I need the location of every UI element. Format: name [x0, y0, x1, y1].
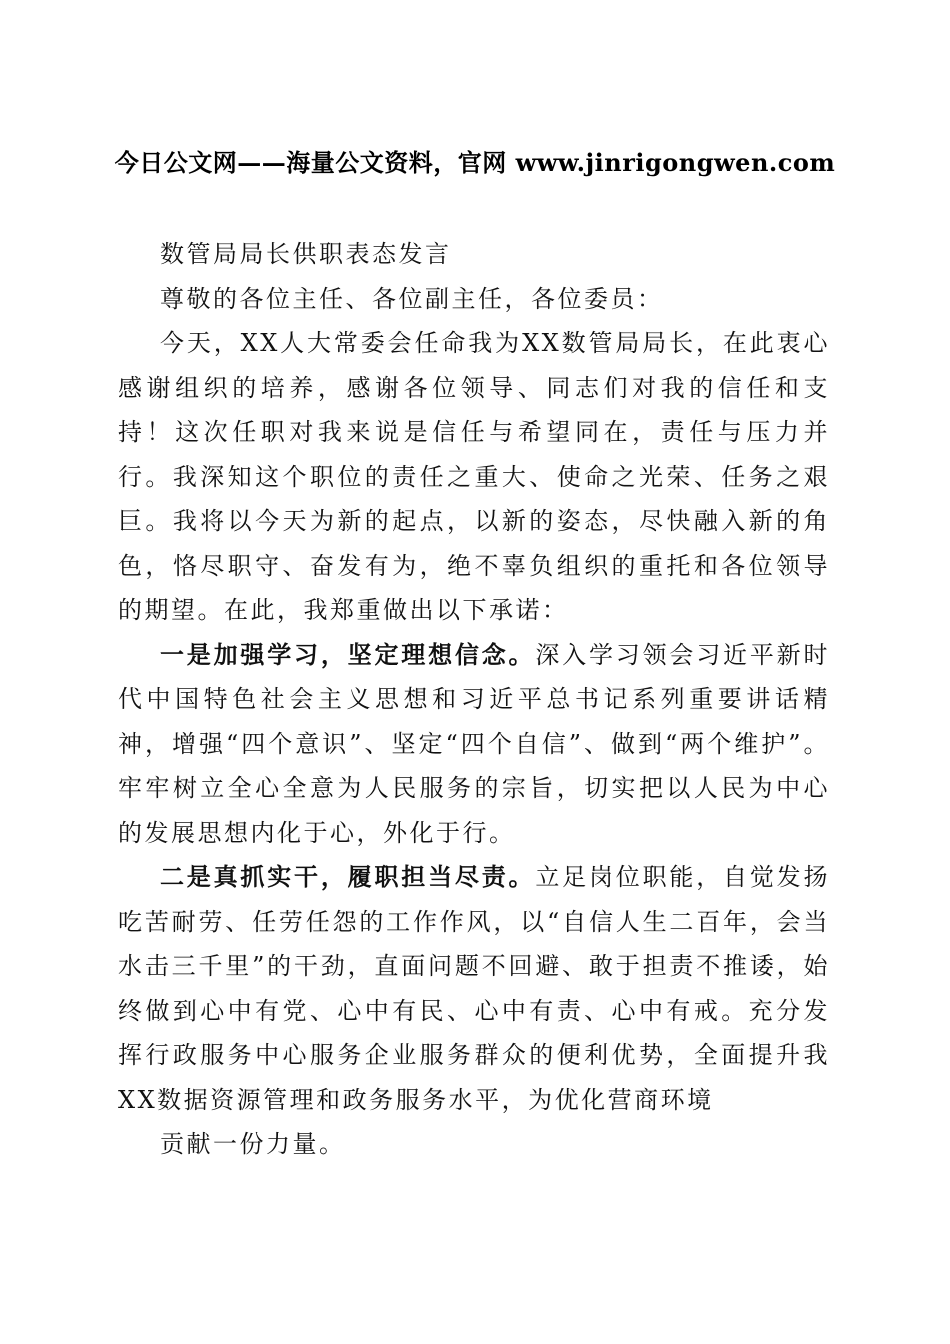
point-two-tail: 贡献一份力量。 — [160, 1130, 346, 1158]
point-one-paragraph — [118, 633, 830, 856]
site-header: 今日公文网——海量公文资料，官网 www.jinrigongwen.com — [114, 148, 836, 177]
salutation: 尊敬的各位主任、各位副主任，各位委员： — [160, 284, 664, 313]
point-two-lead: 二是真抓实干，履职担当尽责。 — [160, 862, 536, 891]
document-body — [118, 232, 830, 1167]
point-one-lead: 一是加强学习，坚定理想信念。 — [160, 639, 536, 669]
point-two-body: 立足岗位职能，自觉发扬吃苦耐劳、任劳任怨的工作作风，以“自信人生二百年，会当水击三千里”的干劲，直面问题不回避、敢于担责不推诿，始终做到心中有党、心中有民、心中有责、心中有戒。充分发挥行政服务中心服务企业服务群众的便利优势，全面提升我XX数据资源管理和政务服务水平，为优化营商环境 — [118, 863, 830, 1114]
intro-paragraph: 今天，XX人大常委会任命我为XX数管局局长，在此衷心感谢组织的培养，感谢各位领导、同志们对我的信任和支持！这次任职对我来说是信任与希望同在，责任与压力并行。我深知这个职位的责任之重大、使命之光荣、任务之艰巨。我将以今天为新的起点，以新的姿态，尽快融入新的角色，恪尽职守、奋发有为，绝不辜负组织的重托和各位领导的期望。在此，我郑重做出以下承诺： — [118, 329, 830, 624]
point-two-paragraph — [118, 855, 830, 1122]
document-title: 数管局局长供职表态发言 — [160, 240, 452, 268]
point-one-body: 深入学习领会习近平新时代中国特色社会主义思想和习近平总书记系列重要讲话精神，增强“四个意识”、坚定“四个自信”、做到“两个维护”。牢牢树立全心全意为人民服务的宗旨，切实把以人民为中心的发展思想内化于心，外化于行。 — [118, 640, 830, 847]
